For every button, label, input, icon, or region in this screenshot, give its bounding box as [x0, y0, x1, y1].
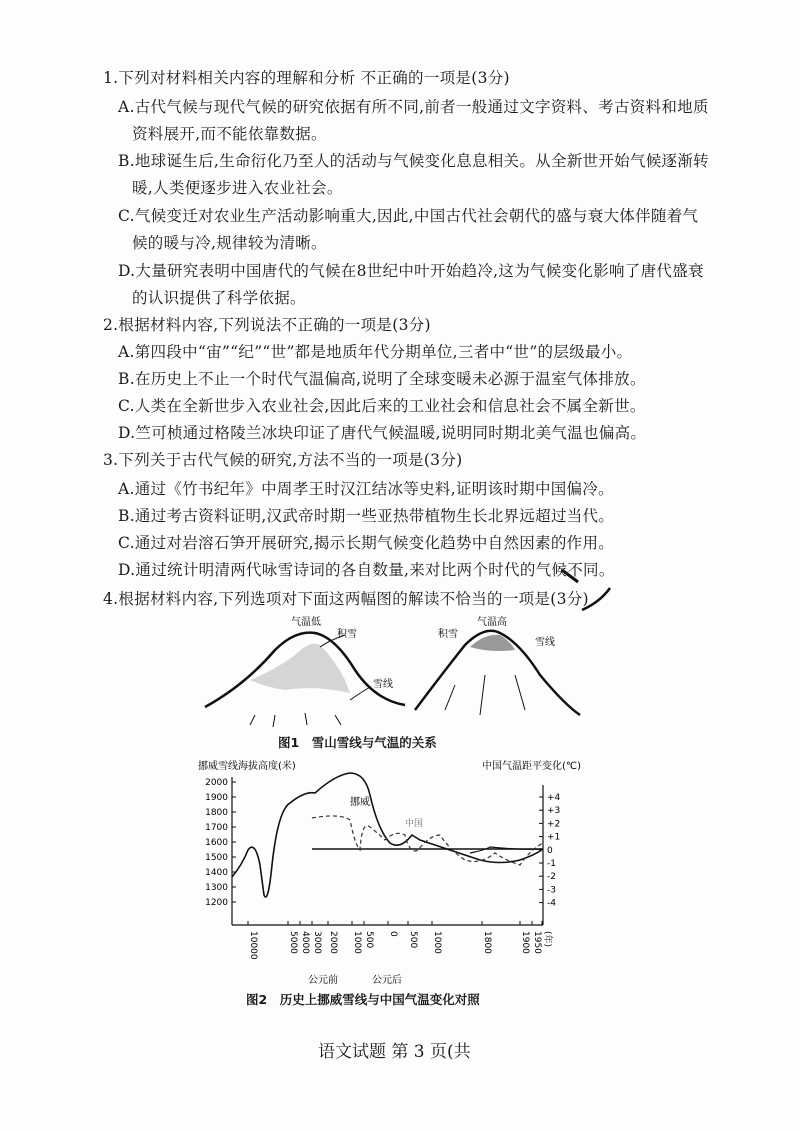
figure-1-mountains: [195, 615, 595, 730]
x-tick-label: 4000: [300, 931, 310, 954]
x-group-bc: 公元前: [308, 975, 338, 986]
x-tick-label: 1900: [520, 931, 530, 954]
chart-right-axis-label: 中国气温距平变化(℃): [482, 761, 582, 772]
q1-option-a: A.古代气候与现代气候的研究依据有所不同,前者一般通过文字资料、考古资料和地质: [118, 98, 709, 116]
y-tick-label: 1300: [205, 883, 228, 893]
q1-option-c: C.气候变迁对农业生产活动影响重大,因此,中国古代社会朝代的盛与衰大体伴随着气: [118, 207, 699, 225]
series-norway-label: 挪威: [350, 797, 370, 808]
y2-tick-label: +2: [547, 819, 561, 830]
fig1-left-snowline-label: 雪线: [373, 679, 393, 690]
x-tick-label: 10000: [248, 931, 258, 960]
series-norway-line: [232, 773, 543, 897]
y2-tick-label: -4: [547, 898, 556, 909]
y-tick-label: 2000: [205, 778, 228, 788]
fig1-left-title: 气温低: [291, 617, 321, 628]
question-2-stem: 2.根据材料内容,下列说法不正确的一项是(3分): [103, 316, 431, 334]
x-tick-label: 1000: [432, 931, 442, 954]
x-tick-label: (年): [542, 931, 552, 948]
y2-tick-label: -2: [547, 872, 556, 883]
x-tick-label: 500: [408, 931, 418, 949]
question-1-stem: 1.下列对材料相关内容的理解和分析 不正确的一项是(3分): [103, 69, 510, 87]
y2-tick-label: +3: [547, 806, 561, 817]
x-tick-label: 3000: [312, 931, 322, 954]
q2-option-d: D.竺可桢通过格陵兰冰块印证了唐代气候温暖,说明同时期北美气温也偏高。: [118, 424, 647, 442]
x-tick-label: 5000: [288, 931, 298, 954]
y-tick-label: 1600: [205, 838, 228, 848]
x-tick-label: 1000: [352, 931, 362, 954]
q2-option-b: B.在历史上不止一个时代气温偏高,说明了全球变暖未必源于温室气体排放。: [118, 370, 646, 388]
q1-option-a-cont: 资料展开,而不能依靠数据。: [132, 125, 327, 143]
q1-option-b-cont: 暖,人类便逐步进入农业社会。: [132, 179, 343, 197]
y-tick-label: 1700: [205, 823, 228, 833]
y2-tick-label: +4: [547, 793, 561, 803]
fig1-left-snow-label: 积雪: [337, 629, 357, 640]
q2-option-c: C.人类在全新世步入农业社会,因此后来的工业社会和信息社会不属全新世。: [118, 397, 646, 415]
y-tick-label: 1500: [205, 853, 228, 863]
x-tick-label: 1950: [532, 931, 542, 954]
q3-option-c: C.通过对岩溶石笋开展研究,揭示长期气候变化趋势中自然因素的作用。: [118, 534, 615, 552]
q1-option-c-cont: 候的暖与冷,规律较为清晰。: [132, 234, 327, 252]
q3-option-a: A.通过《竹书纪年》中周孝王时汉江结冰等史料,证明该时期中国偏冷。: [118, 480, 614, 498]
q3-option-d: D.通过统计明清两代咏雪诗词的各自数量,来对比两个时代的气候不同。: [118, 561, 615, 579]
y2-tick-label: 0: [547, 845, 553, 856]
question-3-stem: 3.下列关于古代气候的研究,方法不当的一项是(3分): [103, 451, 463, 469]
q1-option-b: B.地球诞生后,生命衍化乃至人的活动与气候变化息息相关。从全新世开始气候逐渐转: [118, 152, 709, 170]
y-tick-label: 1400: [205, 868, 228, 878]
y2-tick-label: -3: [547, 885, 556, 896]
figure-2-chart: [190, 755, 630, 990]
fig1-right-snow-label: 积雪: [438, 629, 458, 640]
chart-left-axis-label: 挪威雪线海拔高度(米): [198, 761, 296, 772]
y-tick-label: 1900: [205, 793, 228, 803]
y-tick-label: 1800: [205, 808, 228, 818]
q3-option-b: B.通过考古资料证明,汉武帝时期一些亚热带植物生长北界远超过当代。: [118, 507, 615, 525]
fig1-right-snowline-label: 雪线: [535, 637, 555, 648]
y-tick-label: 1200: [205, 898, 228, 908]
series-china-label: 中国: [405, 819, 424, 829]
q1-option-d: D.大量研究表明中国唐代的气候在8世纪中叶开始趋冷,这为气候变化影响了唐代盛衰: [118, 262, 704, 280]
q1-option-d-cont: 的认识提供了科学依据。: [132, 289, 306, 307]
q2-option-a: A.第四段中“宙”“纪”“世”都是地质年代分期单位,三者中“世”的层级最小。: [118, 343, 633, 361]
x-tick-label: 2000: [328, 931, 338, 954]
x-tick-label: 1800: [482, 931, 492, 954]
figure-1-caption: 图1 雪山雪线与气温的关系: [278, 735, 437, 750]
x-tick-label: 500: [364, 931, 374, 949]
page-footer: 语文试题 第 3 页(共: [318, 1042, 471, 1062]
fig1-right-title: 气温高: [477, 617, 507, 628]
x-tick-label: 0: [388, 931, 398, 937]
y2-tick-label: -1: [547, 859, 556, 869]
series-china-line: [312, 816, 543, 865]
y2-tick-label: +1: [547, 832, 561, 843]
figure-2-caption: 图2 历史上挪威雪线与中国气温变化对照: [246, 992, 480, 1007]
question-4-stem: 4.根据材料内容,下列选项对下面这两幅图的解读不恰当的一项是(3分): [103, 590, 589, 608]
x-group-ad: 公元后: [372, 975, 402, 986]
